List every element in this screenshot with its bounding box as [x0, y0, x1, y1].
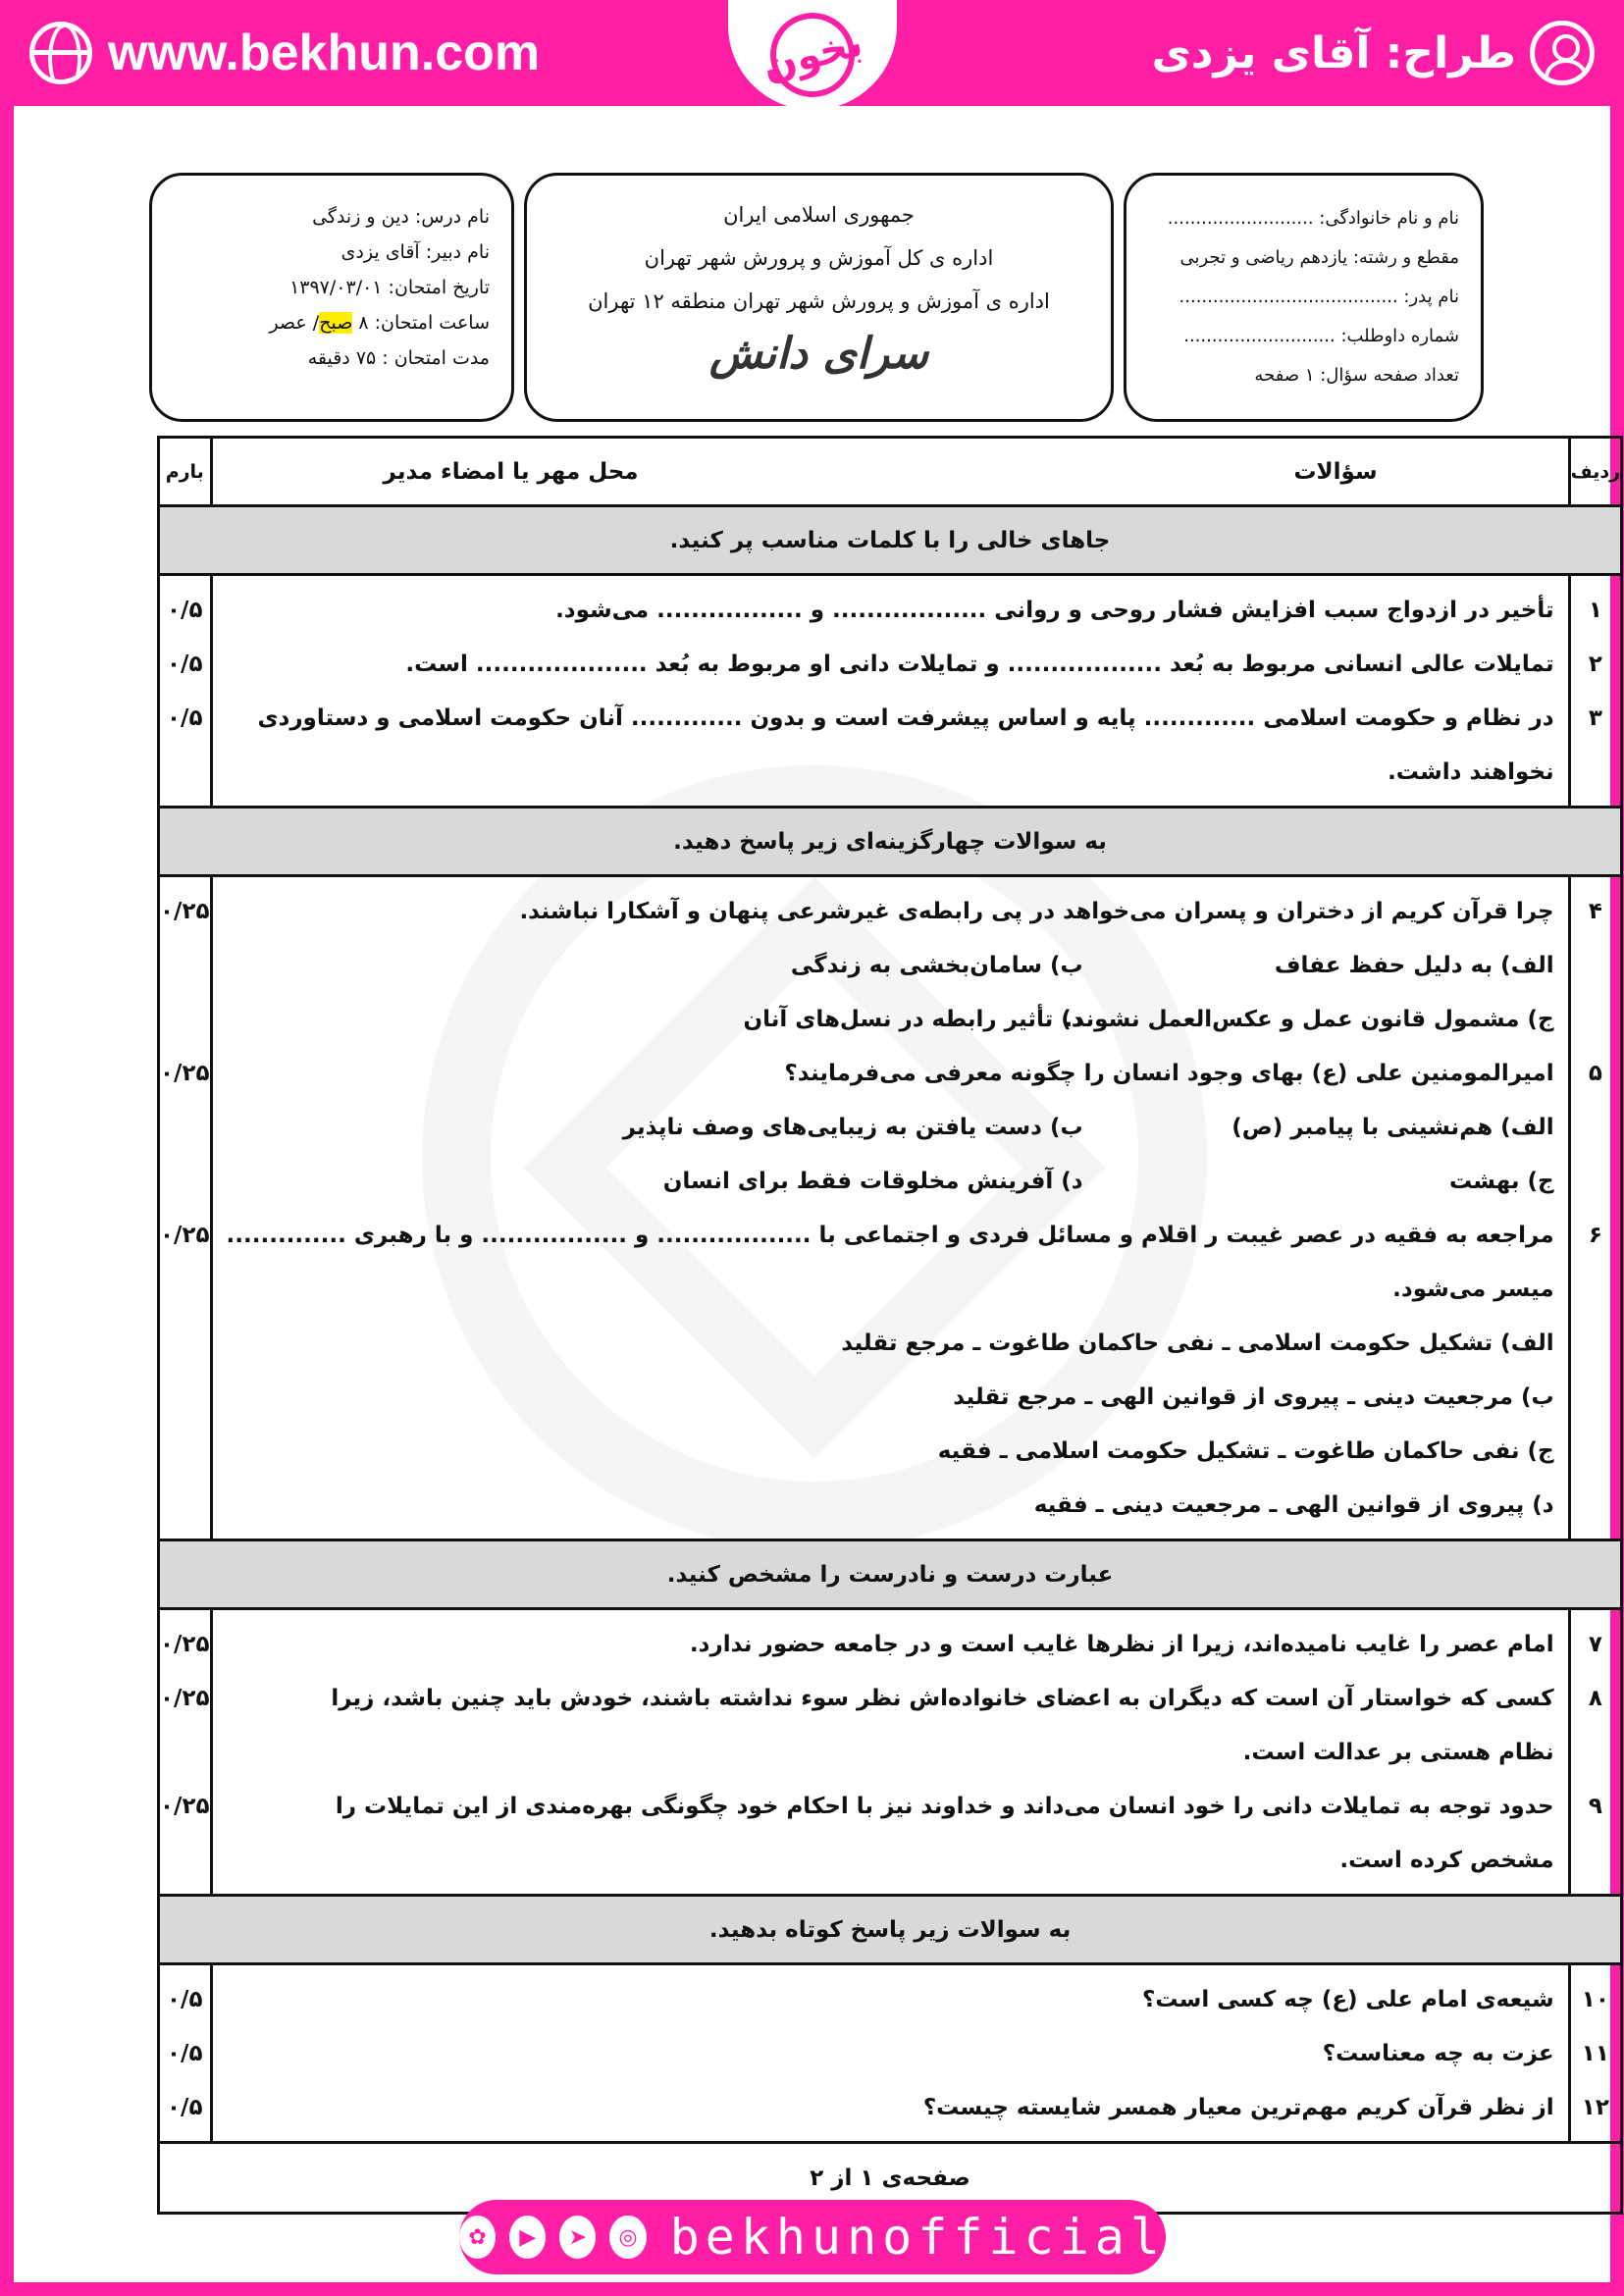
social-bar[interactable] [459, 2200, 1166, 2274]
answer-option: الف) تشکیل حکومت اسلامی ـ نفی حاکمان طاغوت ـ مرجع تقلید [841, 1331, 1554, 1356]
question-text: تمایلات عالی انسانی مربوط به بُعد .................. و تمایلات دانی او مربوط به بُعد .................... است. [405, 652, 1554, 677]
question-score: ۰/۲۵ [160, 1686, 210, 1711]
question-number: ۱۱ [1581, 2041, 1609, 2066]
school-header-box [524, 173, 1114, 422]
question-number: ۴ [1588, 899, 1602, 924]
answer-option: ج) بهشت [1448, 1169, 1554, 1194]
questions-header: سؤالات محل مهر یا امضاء مدیر [211, 438, 1569, 506]
score-column [159, 1609, 212, 1896]
question-text: تأخیر در ازدواج سبب افزایش فشار روحی و روانی .................. و ................. می‌شود. [555, 598, 1554, 623]
answer-option: الف) هم‌نشینی با پیامبر (ص) [1231, 1115, 1554, 1140]
page-count-label: تعداد صفحه سؤال: ۱ صفحه [1254, 365, 1459, 386]
option-row [227, 1101, 1554, 1155]
question-column [211, 1609, 1569, 1896]
question-column [211, 575, 1569, 808]
question-score: ۰/۵ [167, 705, 203, 731]
duration-label: مدت امتحان : ۷۵ دقیقه [307, 347, 490, 369]
score-header: بارم [159, 438, 212, 506]
question-number: ۹ [1588, 1794, 1602, 1819]
time-highlight: صبح [319, 312, 353, 334]
section-body [159, 575, 1622, 808]
question-column [211, 876, 1569, 1540]
aparat-icon[interactable]: ✿ [459, 2216, 496, 2259]
grade-label: مقطع و رشته: یازدهم ریاضی و تجربی [1179, 247, 1459, 268]
option-row [227, 993, 1554, 1047]
answer-option: ب) سامان‌بخشی به زندگی [790, 953, 1083, 978]
score-column [159, 876, 212, 1540]
question-score: ۰/۵ [167, 2041, 203, 2066]
section-title: جاهای خالی را با کلمات مناسب پر کنید. [159, 506, 1622, 575]
exam-info-box [149, 173, 514, 422]
time-label: ساعت امتحان: ۸ صبح/ عصر [269, 312, 490, 334]
section-title: عبارت درست و نادرست را مشخص کنید. [159, 1540, 1622, 1609]
question-number: ۵ [1588, 1061, 1602, 1086]
country-title: جمهوری اسلامی ایران [723, 203, 915, 227]
social-handle[interactable]: bekhunofficial [669, 2209, 1166, 2266]
answer-option: ب) مرجعیت دینی ـ پیروی از قوانین الهی ـ مرجع تقلید [953, 1384, 1554, 1410]
district-title: اداره ی آموزش و پرورش شهر تهران منطقه ۱۲ تهران [588, 289, 1050, 313]
option-row [227, 1155, 1554, 1209]
question-number: ۱۲ [1581, 2095, 1609, 2120]
question-score: ۰/۲۵ [160, 1632, 210, 1657]
question-number: ۷ [1588, 1632, 1602, 1657]
question-number: ۱۰ [1581, 1987, 1609, 2012]
row-header: ردیف [1569, 438, 1621, 506]
date-label: تاریخ امتحان: ۱۳۹۷/۰۳/۰۱ [289, 277, 490, 298]
logo-mark: بخون [760, 3, 864, 106]
question-text: در نظام و حکومت اسلامی ............. پایه و اساس پیشرفت است و بدون ............. آنان حکومت اسلامی و دستاوردی [257, 705, 1554, 731]
section-body [159, 876, 1622, 1540]
question-text: مشخص کرده است. [1339, 1848, 1554, 1873]
answer-option: د) پیروی از قوانین الهی ـ مرجعیت دینی ـ فقیه [1033, 1492, 1554, 1518]
section-body [159, 1964, 1622, 2143]
question-text: کسی که خواستار آن است که دیگران به اعضای خانواده‌اش نظر سوء نداشته باشند، خودش باید چنین باشد، زیرا [331, 1686, 1554, 1711]
question-text: مراجعه به فقیه در عصر غیبت ر اقلام و مسائل فردی و اجتماعی با .................. و ................. و با رهبری .............. [226, 1223, 1554, 1248]
question-column [211, 1964, 1569, 2143]
option-row [227, 939, 1554, 993]
designer-text: طراح: آقای یزدی [1151, 27, 1516, 78]
section-title-row [159, 506, 1622, 575]
section-title-row [159, 1896, 1622, 1964]
number-column [1569, 1609, 1621, 1896]
number-column [1569, 575, 1621, 808]
question-score: ۰/۲۵ [160, 899, 210, 924]
school-logo: سرای دانش [708, 329, 929, 379]
question-text: امام عصر را غایب نامیده‌اند، زیرا از نظرها غایب است و در جامعه حضور ندارد. [689, 1632, 1554, 1657]
question-score: ۰/۲۵ [160, 1223, 210, 1248]
score-column [159, 575, 212, 808]
question-text: حدود توجه به تمایلات دانی را خود انسان می‌داند و خداوند نیز با احکام خود چگونگی بهره‌مندی از این تمایلات را [335, 1794, 1554, 1819]
answer-option: ب) دست یافتن به زیبایی‌های وصف ناپذیر [622, 1115, 1083, 1140]
question-text: نظام هستی بر عدالت است. [1242, 1740, 1554, 1765]
section-title: به سوالات چهارگزینه‌ای زیر پاسخ دهید. [159, 808, 1622, 876]
answer-option: الف) به دلیل حفظ عفاف [1274, 953, 1554, 978]
subject-label: نام درس: دین و زندگی [312, 206, 490, 228]
question-text: از نظر قرآن کریم مهم‌ترین معیار همسر شایسته چیست؟ [922, 2095, 1554, 2120]
question-score: ۰/۵ [167, 2095, 203, 2120]
question-number: ۱ [1588, 598, 1602, 623]
exam-table [157, 436, 1623, 2215]
telegram-icon[interactable]: ➤ [559, 2216, 596, 2259]
question-number: ۸ [1588, 1686, 1602, 1711]
question-text: عزت به چه معناست؟ [1322, 2041, 1554, 2066]
student-name-field: نام و نام خانوادگی: .......................... [1167, 208, 1459, 229]
instagram-icon[interactable]: ◎ [609, 2216, 646, 2259]
section-body [159, 1609, 1622, 1896]
question-score: ۰/۲۵ [160, 1794, 210, 1819]
department-title: اداره ی کل آموزش و پرورش شهر تهران [644, 246, 994, 270]
youtube-icon[interactable]: ▶ [509, 2216, 546, 2259]
number-column [1569, 876, 1621, 1540]
question-text: چرا قرآن کریم از دختران و پسران می‌خواهد در پی رابطه‌ی غیرشرعی پنهان و آشکارا نباشند. [519, 899, 1554, 924]
answer-option: د) تأثیر رابطه در نسل‌های آنان [743, 1007, 1083, 1032]
answer-option: ج) نفی حاکمان طاغوت ـ تشکیل حکومت اسلامی ـ فقیه [937, 1438, 1554, 1464]
section-title: به سوالات زیر پاسخ کوتاه بدهید. [159, 1896, 1622, 1964]
answer-option: د) آفرینش مخلوقات فقط برای انسان [662, 1169, 1083, 1194]
question-text: امیرالمومنین علی (ع) بهای وجود انسان را چگونه معرفی می‌فرمایند؟ [784, 1061, 1554, 1086]
question-score: ۰/۵ [167, 1987, 203, 2012]
question-number: ۲ [1588, 652, 1602, 677]
question-number: ۳ [1588, 705, 1602, 731]
question-text: نخواهند داشت. [1388, 759, 1554, 785]
website-text: www.bekhun.com [108, 25, 541, 81]
question-text: میسر می‌شود. [1392, 1277, 1554, 1302]
number-column [1569, 1964, 1621, 2143]
question-text: شیعه‌ی امام علی (ع) چه کسی است؟ [1142, 1987, 1554, 2012]
candidate-number-field: شماره داوطلب: ........................... [1183, 326, 1459, 346]
father-name-field: نام پدر: ....................................... [1179, 287, 1459, 307]
question-score: ۰/۵ [167, 652, 203, 677]
table-header [159, 438, 1622, 506]
section-title-row [159, 1540, 1622, 1609]
question-score: ۰/۲۵ [160, 1061, 210, 1086]
teacher-label: نام دبیر: آقای یزدی [341, 241, 490, 263]
question-score: ۰/۵ [167, 598, 203, 623]
score-column [159, 1964, 212, 2143]
question-number: ۶ [1588, 1223, 1602, 1248]
answer-option: ج) مشمول قانون عمل و عکس‌العمل نشوند. [1064, 1007, 1554, 1032]
page-number: صفحه‌ی ۱ از ۲ [159, 2143, 1622, 2214]
student-info-box [1124, 173, 1484, 422]
section-title-row [159, 808, 1622, 876]
